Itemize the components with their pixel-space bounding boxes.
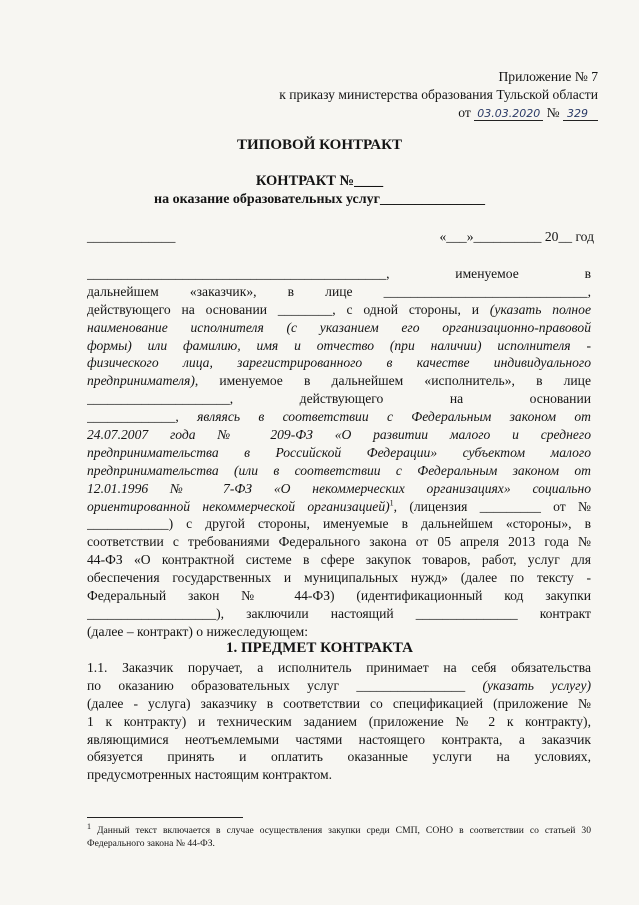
footnote xyxy=(87,821,591,850)
text-run: Федеральный закон № 44-ФЗ) (идентификационный код закупки xyxy=(87,588,591,604)
text-run: , именуемое в дальнейшем «исполнитель», в лице xyxy=(194,373,591,389)
number-label: № xyxy=(546,105,560,120)
typical-contract-title: ТИПОВОЙ КОНТРАКТ xyxy=(237,137,402,153)
text-line xyxy=(87,444,591,462)
text-line xyxy=(87,659,591,677)
text-run: ____________________________________________, именуемое в xyxy=(87,266,591,281)
italic-run: ориентированной некоммерческой организацией) xyxy=(87,498,390,514)
text-run: ____________) с другой стороны, именуемые в дальнейшем «стороны», в xyxy=(87,516,591,532)
text-line xyxy=(87,426,591,444)
order-reference: к приказу министерства образования Тульской области xyxy=(279,87,598,102)
contract-subject-title: на оказание образовательных услуг_______________ xyxy=(154,192,485,207)
text-run: 1 к контракту) и техническим заданием (приложение № 2 к контракту), xyxy=(87,713,591,729)
text-run: соответствии с требованиями Федерального закона от 05 апреля 2013 года № xyxy=(87,534,591,550)
text-line xyxy=(87,533,591,551)
italic-run: предпринимательства в Российской Федерации» субъектом малого xyxy=(87,444,591,460)
italic-run: 24.07.2007 года № 209-ФЗ «О развитии малого и среднего xyxy=(87,427,591,443)
italic-run: формы) или фамилию, имя и отчество (при наличии) исполнителя - xyxy=(87,337,591,353)
italic-run: являясь в соответствии с Федеральным законом от xyxy=(197,409,591,425)
text-line xyxy=(87,731,591,749)
text-run: действующего на основании ________, с одной стороны, и xyxy=(87,301,490,317)
order-date-line xyxy=(458,104,598,123)
footnote-text: Данный текст включается в случае осуществления закупки среди СМП, СОНО в соответствии со статьей 30 Федерального закона № 44-ФЗ. xyxy=(87,825,591,849)
text-line xyxy=(87,354,591,372)
text-run: _____________________, действующего на основании xyxy=(87,391,591,407)
italic-run: (указать полное xyxy=(489,301,591,317)
text-line xyxy=(87,462,591,480)
text-run: обязуется принять и оплатить оказанные услуги на условиях, xyxy=(87,749,591,765)
text-line xyxy=(87,319,591,337)
text-line xyxy=(87,587,591,605)
text-run: являющимися неотъемлемыми частями настоящего контракта, а заказчик xyxy=(87,731,591,747)
text-line xyxy=(87,283,591,301)
text-line xyxy=(87,372,591,390)
text-line xyxy=(87,748,591,766)
text-line xyxy=(87,480,591,498)
italic-run: предпринимателя) xyxy=(87,373,195,389)
preamble-text xyxy=(87,265,591,641)
footnote-mark: 1 xyxy=(87,821,91,831)
italic-run: 12.01.1996 № 7-ФЗ «О некоммерческих организациях» социально xyxy=(87,480,591,496)
text-line xyxy=(87,677,591,695)
contract-number-title: КОНТРАКТ №____ xyxy=(255,173,384,189)
text-line xyxy=(87,337,591,355)
italic-run: физического лица, зарегистрированного в качестве индивидуального xyxy=(87,355,591,371)
text-line xyxy=(87,498,591,516)
text-line xyxy=(87,551,591,569)
text-run: обеспечения государственных и муниципальных нужд» (далее по тексту - xyxy=(87,570,591,586)
handwritten-date: 03.03.2020 xyxy=(474,107,543,121)
place-blank: _____________ xyxy=(87,229,176,244)
text-run: 1.1. Заказчик поручает, а исполнитель принимает на себя обязательства xyxy=(87,660,591,675)
text-line xyxy=(87,515,591,533)
text-line xyxy=(87,766,591,784)
handwritten-number: 329 xyxy=(563,107,598,121)
footnote-ref: 1 xyxy=(389,498,394,508)
text-run: ___________________), заключили настоящий _______________ контракт xyxy=(87,605,591,621)
text-run: 44-ФЗ «О контрактной системе в сфере закупок товаров, работ, услуг для xyxy=(87,552,591,568)
section-1-text xyxy=(87,659,591,784)
italic-run: предпринимательства (или в соответствии с Федеральным законом от xyxy=(87,462,591,478)
text-line xyxy=(87,408,591,426)
contract-date: «___»__________ 20__ год xyxy=(439,229,594,244)
appendix-number: Приложение № 7 xyxy=(498,69,598,84)
text-run: , (лицензия _________ от № xyxy=(393,498,591,514)
text-run: _____________, xyxy=(87,409,198,425)
footnote-divider xyxy=(87,817,243,818)
text-run: (далее - услуга) заказчику в соответствии со спецификацией (приложение № xyxy=(87,695,591,711)
text-run: по оказанию образовательных услуг ________________ xyxy=(87,677,483,693)
text-line xyxy=(87,695,591,713)
text-line xyxy=(87,605,591,623)
text-run: (далее – контракт) о нижеследующем: xyxy=(87,623,309,639)
text-run: предусмотренных настоящим контрактом. xyxy=(87,767,332,783)
text-line xyxy=(87,713,591,731)
text-line xyxy=(87,623,591,641)
text-line xyxy=(87,301,591,319)
text-line xyxy=(87,569,591,587)
from-label: от xyxy=(458,105,471,120)
text-run: дальнейшем «заказчик», в лице ______________________________, xyxy=(87,283,591,299)
italic-run: наименование исполнителя (с указанием его организационно-правовой xyxy=(87,319,591,335)
italic-run: (указать услугу) xyxy=(482,677,591,693)
text-line xyxy=(87,265,591,283)
text-line xyxy=(87,390,591,408)
section-heading: 1. ПРЕДМЕТ КОНТРАКТА xyxy=(226,640,413,656)
